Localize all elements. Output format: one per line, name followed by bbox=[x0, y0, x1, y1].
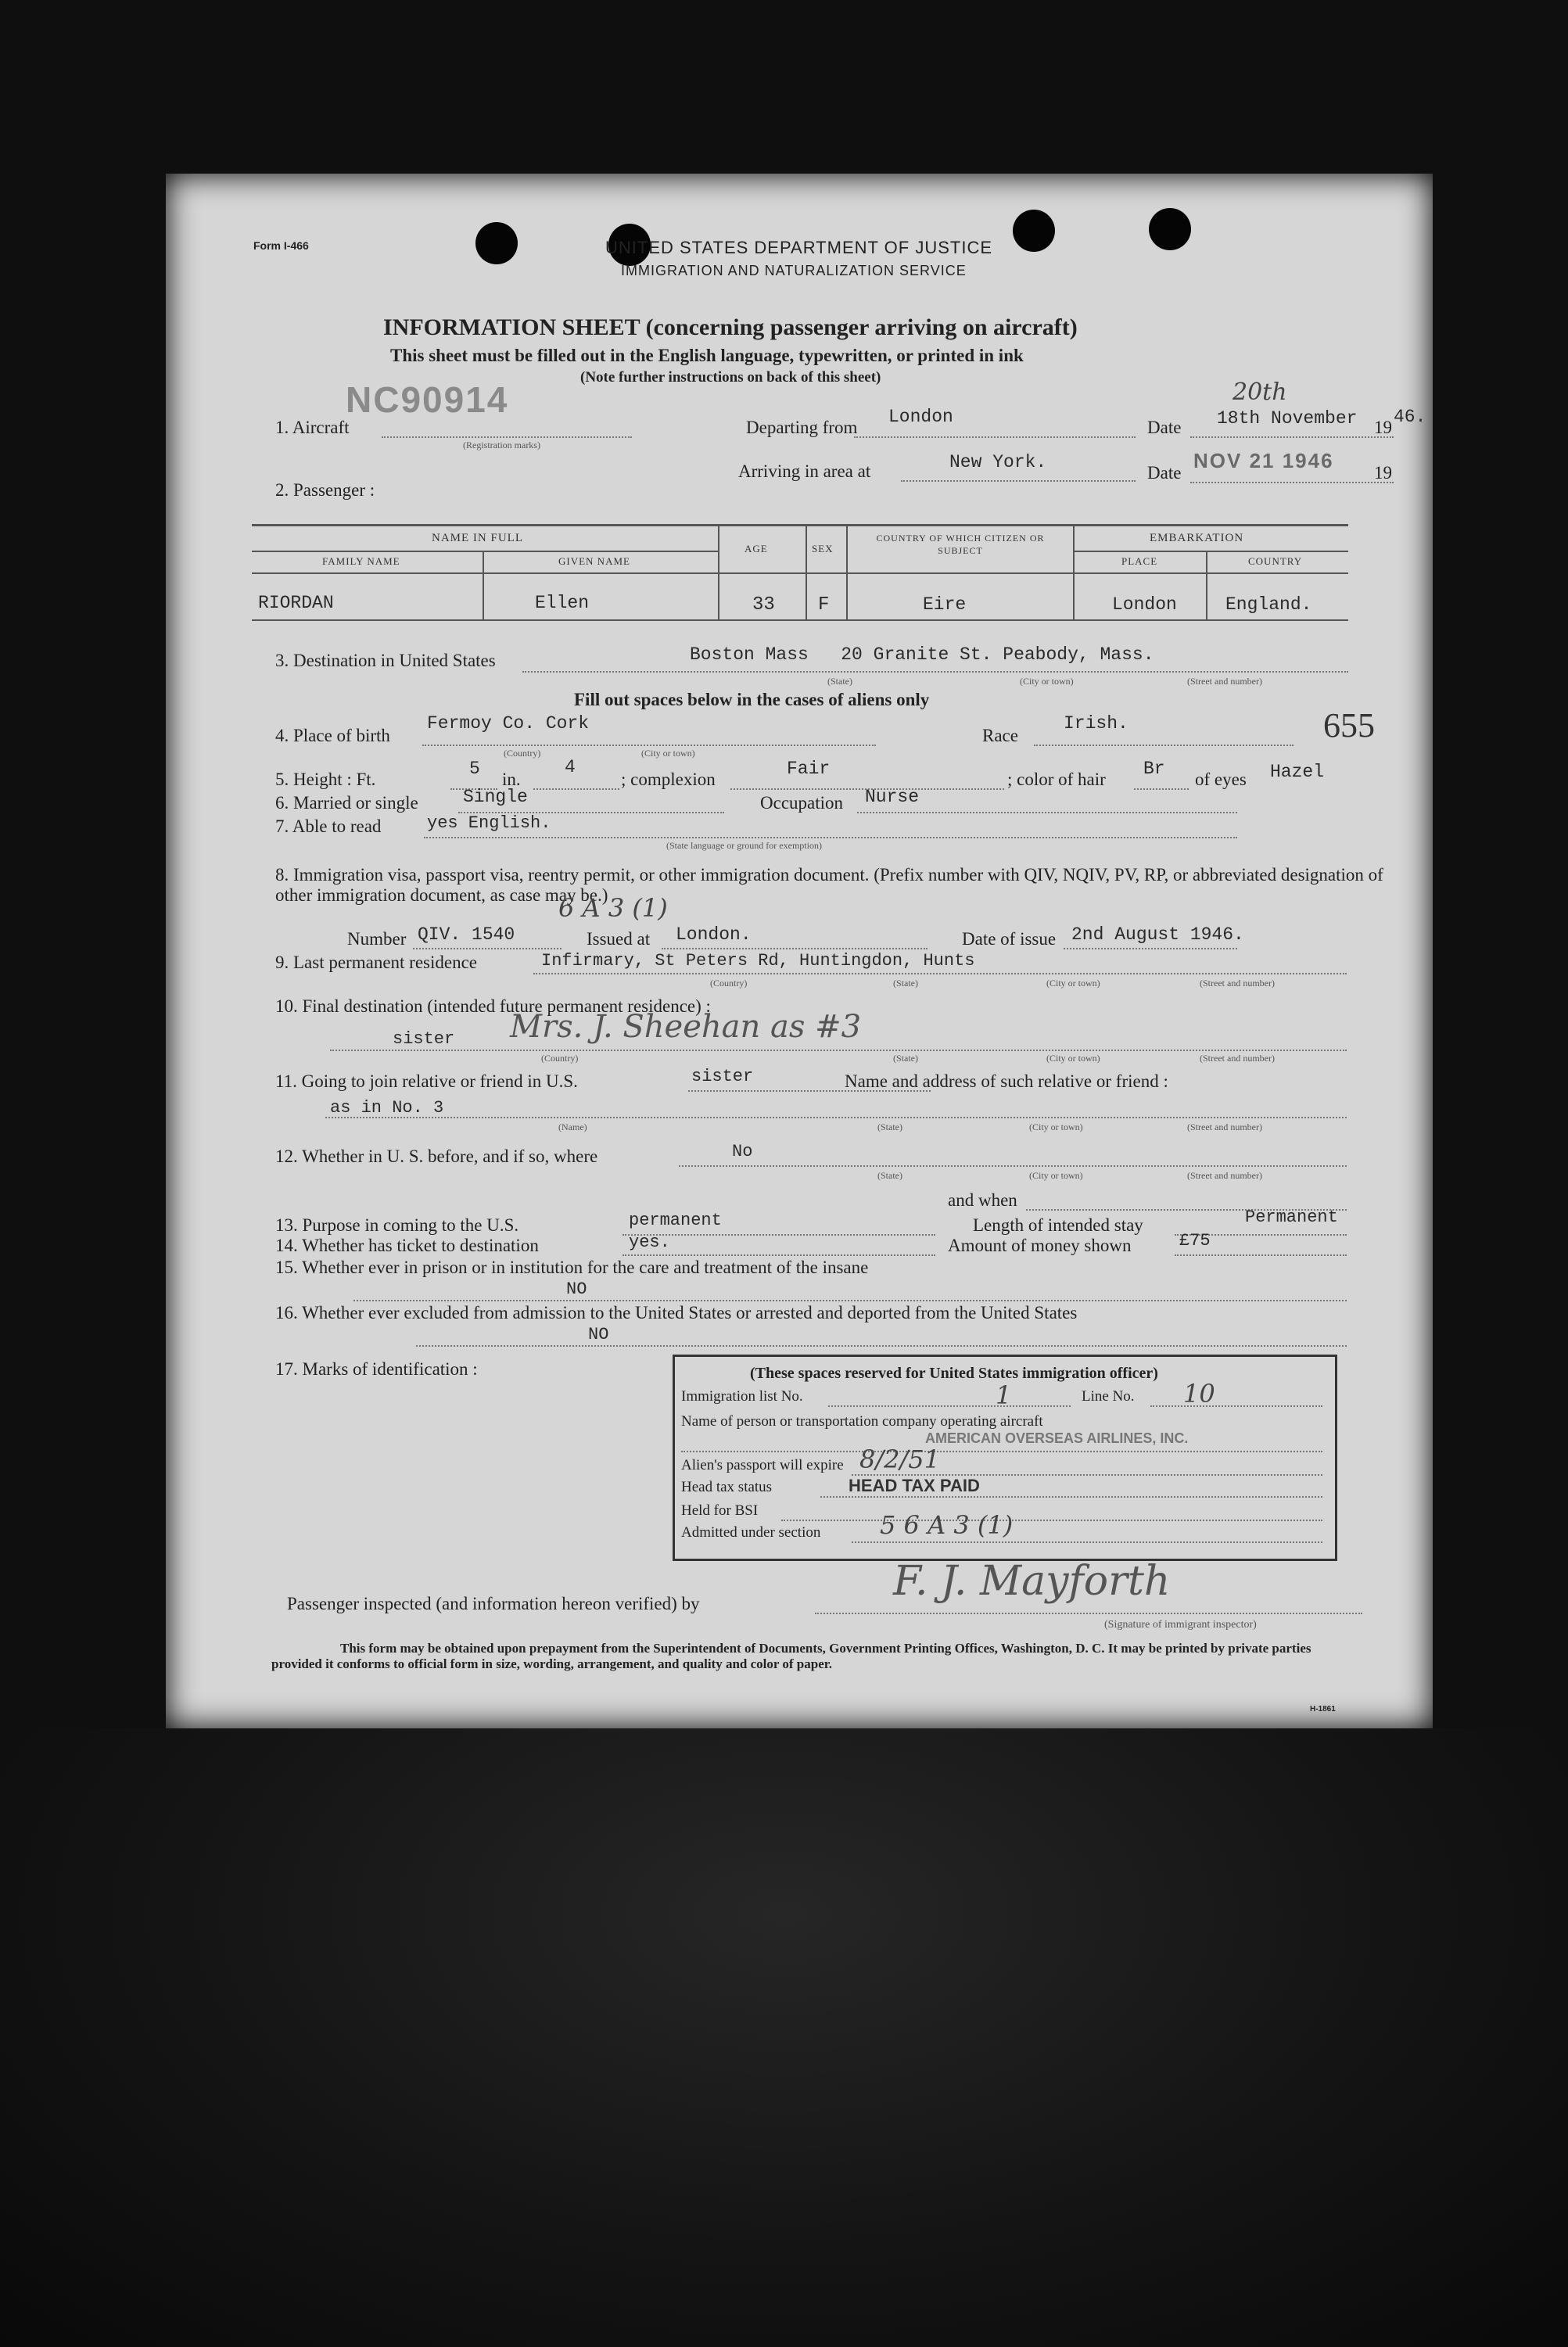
complexion-label: ; complexion bbox=[621, 770, 716, 789]
arriving-label: Arriving in area at bbox=[738, 461, 871, 481]
city-caption: (City or town) bbox=[1020, 676, 1074, 687]
age-header: AGE bbox=[745, 543, 768, 554]
visa-number-value: QIV. 1540 bbox=[418, 924, 515, 945]
race-label: Race bbox=[982, 726, 1018, 745]
arrive-year-prefix: 19 bbox=[1374, 463, 1392, 483]
date-correction: 20th bbox=[1233, 379, 1287, 406]
join-label: 11. Going to join relative or friend in U.S. bbox=[275, 1071, 578, 1091]
residence-state-caption: (State) bbox=[893, 978, 918, 989]
eyes-label: of eyes bbox=[1195, 770, 1247, 789]
issued-label: Issued at bbox=[587, 929, 651, 949]
purpose-value: permanent bbox=[629, 1211, 722, 1230]
issued-value: London. bbox=[676, 924, 752, 945]
state-caption: (State) bbox=[827, 676, 852, 687]
arrival-date-stamp: NOV 21 1946 bbox=[1193, 449, 1334, 472]
birth-value: Fermoy Co. Cork bbox=[427, 713, 590, 734]
birth-label: 4. Place of birth bbox=[275, 726, 390, 745]
arrive-date-label: Date bbox=[1147, 463, 1182, 483]
when-label: and when bbox=[948, 1190, 1017, 1210]
marks-label: 17. Marks of identification : bbox=[275, 1359, 478, 1379]
form-code: H-1861 bbox=[1310, 1705, 1336, 1714]
family-name-header: FAMILY NAME bbox=[322, 555, 400, 567]
departing-value: London bbox=[888, 407, 953, 427]
purpose-label: 13. Purpose in coming to the U.S. bbox=[275, 1215, 519, 1235]
line-label: Line No. bbox=[1082, 1388, 1135, 1405]
embark-place-header: PLACE bbox=[1121, 555, 1158, 567]
sex-value: F bbox=[818, 594, 830, 615]
inspection-label: Passenger inspected (and information hereon verified) by bbox=[287, 1594, 700, 1613]
before-value: No bbox=[732, 1142, 753, 1161]
scan-background bbox=[0, 1728, 1568, 2347]
embarkation-header: EMBARKATION bbox=[1150, 532, 1244, 544]
eyes-value: Hazel bbox=[1270, 762, 1325, 782]
citizen-of-value: Eire bbox=[923, 594, 967, 615]
before-street-caption: (Street and number) bbox=[1187, 1170, 1262, 1181]
final-destination-value: sister bbox=[393, 1029, 455, 1049]
married-label: 6. Married or single bbox=[275, 793, 418, 813]
form-number: Form I-466 bbox=[253, 239, 309, 252]
punch-hole bbox=[475, 222, 518, 264]
money-label: Amount of money shown bbox=[948, 1236, 1132, 1255]
list-value: 1 bbox=[996, 1380, 1012, 1410]
embark-country-header: COUNTRY bbox=[1248, 555, 1303, 567]
given-name-value: Ellen bbox=[535, 593, 590, 613]
service-heading: IMMIGRATION AND NATURALIZATION SERVICE bbox=[621, 263, 967, 278]
stay-label: Length of intended stay bbox=[973, 1215, 1143, 1235]
officer-box bbox=[673, 1355, 1337, 1561]
prison-label: 15. Whether ever in prison or in institution for the care and treatment of the insane bbox=[275, 1258, 869, 1277]
destination-label: 3. Destination in United States bbox=[275, 651, 496, 670]
admitted-value: 5 6 A 3 (1) bbox=[880, 1510, 1014, 1540]
registration-caption: (Registration marks) bbox=[463, 440, 540, 450]
footer-note: This form may be obtained upon prepayment from the Superintendent of Documents, Government Printing Offices, Washington, D. C. It may be printed by private parties provided it conforms to official form in size, wording, arrangement, and quality and color of paper. bbox=[271, 1641, 1311, 1671]
head-tax-stamp: HEAD TAX PAID bbox=[849, 1476, 980, 1495]
race-value: Irish. bbox=[1064, 713, 1128, 734]
passenger-label: 2. Passenger : bbox=[275, 480, 375, 500]
registration-stamp: NC90914 bbox=[346, 379, 509, 420]
read-value: yes English. bbox=[427, 813, 551, 833]
visa-section-note: 6 A 3 (1) bbox=[558, 893, 668, 923]
head-tax-label: Head tax status bbox=[681, 1479, 773, 1495]
passport-expiry-value: 8/2/51 bbox=[859, 1444, 940, 1474]
final-destination-label: 10. Final destination (intended future permanent residence) : bbox=[275, 996, 711, 1016]
margin-number: 655 bbox=[1323, 706, 1375, 745]
money-value: £75 bbox=[1179, 1231, 1211, 1251]
final-street-caption: (Street and number) bbox=[1200, 1053, 1275, 1064]
instruction-note: (Note further instructions on back of this sheet) bbox=[580, 369, 881, 386]
departing-label: Departing from bbox=[746, 418, 858, 437]
sex-header: SEX bbox=[812, 543, 834, 554]
destination-value: Boston Mass 20 Granite St. Peabody, Mass. bbox=[690, 644, 1154, 665]
depart-year-prefix: 19 bbox=[1374, 418, 1392, 437]
married-value: Single bbox=[463, 787, 528, 807]
birth-city-caption: (City or town) bbox=[641, 748, 695, 759]
complexion-value: Fair bbox=[787, 759, 831, 779]
embark-place-value: London bbox=[1112, 594, 1177, 615]
street-caption: (Street and number) bbox=[1187, 676, 1262, 687]
depart-date-value: 18th November bbox=[1217, 408, 1358, 429]
aircraft-label: 1. Aircraft bbox=[275, 418, 350, 437]
join-name-value: as in No. 3 bbox=[330, 1098, 444, 1118]
given-name-header: GIVEN NAME bbox=[558, 555, 630, 567]
join-name-label: Name and address of such relative or friend : bbox=[845, 1071, 1168, 1091]
join-state-caption: (State) bbox=[877, 1121, 902, 1132]
residence-city-caption: (City or town) bbox=[1046, 978, 1100, 989]
join-value: sister bbox=[691, 1067, 754, 1086]
residence-street-caption: (Street and number) bbox=[1200, 978, 1275, 989]
before-label: 12. Whether in U. S. before, and if so, where bbox=[275, 1147, 598, 1166]
arriving-value: New York. bbox=[949, 452, 1047, 472]
punch-hole bbox=[1013, 210, 1055, 252]
join-street-caption: (Street and number) bbox=[1187, 1121, 1262, 1132]
occupation-label: Occupation bbox=[760, 793, 844, 813]
depart-date-label: Date bbox=[1147, 418, 1182, 437]
final-destination-note: Mrs. J. Sheehan as #3 bbox=[510, 1009, 862, 1045]
signature-caption: (Signature of immigrant inspector) bbox=[1104, 1619, 1257, 1631]
embark-country-value: England. bbox=[1225, 594, 1312, 615]
stay-value: Permanent bbox=[1245, 1208, 1338, 1227]
join-city-caption: (City or town) bbox=[1029, 1121, 1083, 1132]
line-value: 10 bbox=[1183, 1379, 1215, 1409]
final-country-caption: (Country) bbox=[541, 1053, 579, 1064]
passport-expiry-label: Alien's passport will expire bbox=[681, 1457, 844, 1473]
issue-date-label: Date of issue bbox=[962, 929, 1057, 949]
inspector-signature: F. J. Mayforth bbox=[893, 1558, 1171, 1605]
height-in-label: in. bbox=[502, 770, 521, 789]
number-label: Number bbox=[347, 929, 407, 949]
admitted-label: Admitted under section bbox=[681, 1524, 821, 1541]
family-name-value: RIORDAN bbox=[258, 593, 334, 613]
before-state-caption: (State) bbox=[877, 1170, 902, 1181]
excluded-value: NO bbox=[588, 1325, 609, 1344]
prison-value: NO bbox=[566, 1279, 587, 1299]
residence-country-caption: (Country) bbox=[710, 978, 748, 989]
residence-value: Infirmary, St Peters Rd, Huntingdon, Hunts bbox=[541, 951, 975, 971]
form-sheet bbox=[166, 174, 1433, 1728]
birth-country-caption: (Country) bbox=[504, 748, 541, 759]
form-title: INFORMATION SHEET (concerning passenger arriving on aircraft) bbox=[383, 314, 1078, 340]
transport-label: Name of person or transportation company operating aircraft bbox=[681, 1413, 1043, 1430]
final-city-caption: (City or town) bbox=[1046, 1053, 1100, 1064]
age-value: 33 bbox=[752, 594, 775, 615]
issue-date-value: 2nd August 1946. bbox=[1071, 924, 1244, 945]
height-label: 5. Height : Ft. bbox=[275, 770, 376, 789]
officer-box-heading: (These spaces reserved for United States immigration officer) bbox=[750, 1365, 1158, 1382]
ticket-label: 14. Whether has ticket to destination bbox=[275, 1236, 539, 1255]
ticket-value: yes. bbox=[629, 1233, 670, 1252]
name-in-full-header: NAME IN FULL bbox=[432, 532, 523, 544]
country-citizen-header: COUNTRY OF WHICH CITIZEN OR SUBJECT bbox=[876, 533, 1045, 556]
bsi-label: Held for BSI bbox=[681, 1502, 759, 1519]
read-label: 7. Able to read bbox=[275, 816, 382, 836]
aliens-heading: Fill out spaces below in the cases of aliens only bbox=[574, 690, 930, 709]
visa-label: 8. Immigration visa, passport visa, reentry permit, or other immigration document. (Prefix number with QIV, NQIV, PV, RP, or abbreviated designation of other immigration document, as case may be.) bbox=[275, 865, 1383, 905]
excluded-label: 16. Whether ever excluded from admission to the United States or arrested and deported from the United States bbox=[275, 1303, 1078, 1322]
list-label: Immigration list No. bbox=[681, 1388, 803, 1405]
before-city-caption: (City or town) bbox=[1029, 1170, 1083, 1181]
height-in-value: 4 bbox=[565, 757, 576, 777]
instruction-line: This sheet must be filled out in the English language, typewritten, or printed in ink bbox=[390, 346, 1024, 365]
department-heading: UNITED STATES DEPARTMENT OF JUSTICE bbox=[605, 238, 993, 257]
final-state-caption: (State) bbox=[893, 1053, 918, 1064]
transport-value: AMERICAN OVERSEAS AIRLINES, INC. bbox=[925, 1430, 1189, 1446]
height-ft-value: 5 bbox=[469, 759, 480, 779]
punch-hole bbox=[1149, 208, 1191, 250]
depart-year: 46. bbox=[1394, 407, 1426, 427]
hair-label: ; color of hair bbox=[1007, 770, 1106, 789]
occupation-value: Nurse bbox=[865, 787, 920, 807]
hair-value: Br bbox=[1143, 759, 1165, 779]
residence-label: 9. Last permanent residence bbox=[275, 953, 477, 972]
join-name-caption: (Name) bbox=[558, 1121, 587, 1132]
read-caption: (State language or ground for exemption) bbox=[666, 840, 822, 851]
